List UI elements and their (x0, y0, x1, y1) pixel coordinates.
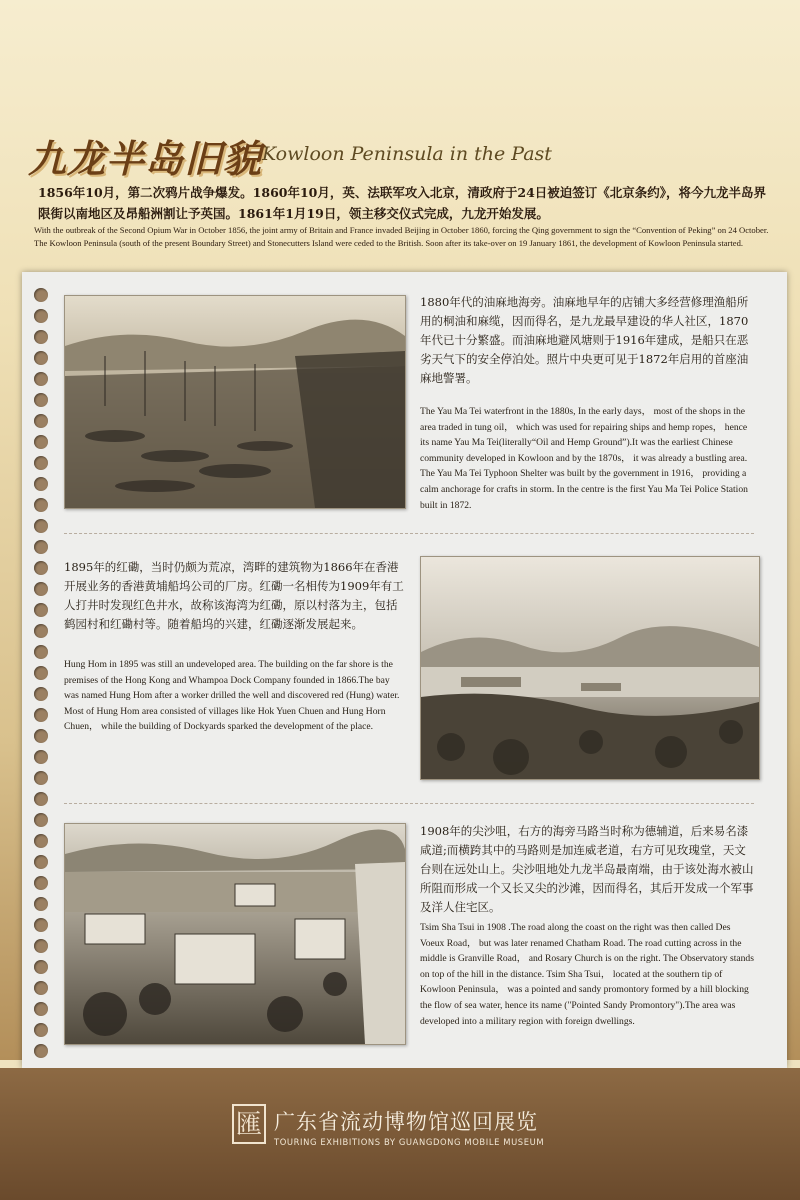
footer-org-chinese: 广东省流动博物馆巡回展览 (274, 1110, 538, 1134)
museum-seal-logo: 匯 (232, 1104, 266, 1144)
binder-hole (34, 897, 48, 911)
binder-holes (34, 288, 54, 1068)
binder-hole (34, 582, 48, 596)
binder-hole (34, 435, 48, 449)
photo-tsim-sha-tsui (64, 823, 406, 1045)
section-divider (64, 533, 754, 534)
binder-hole (34, 1002, 48, 1016)
binder-hole (34, 1023, 48, 1037)
caption-3-chinese: 1908年的尖沙咀，右方的海旁马路当时称为德辅道，后来易名漆咸道;而横跨其中的马路则是加连威老道，右方可见玫瑰堂，天文台则在远处山上。尖沙咀地处九龙半岛最南端，由于该处海水被山所阻而形成一个又长又尖的沙滩，因而得名，其后开发成一个军事及洋人住宅区。 (420, 824, 754, 914)
binder-hole (34, 729, 48, 743)
binder-hole (34, 708, 48, 722)
binder-hole (34, 330, 48, 344)
binder-hole (34, 645, 48, 659)
binder-hole (34, 1044, 48, 1058)
intro-english: With the outbreak of the Second Opium War in October 1856, the joint army of Britain and France invaded Beijing in October 1860, forcing the Qing government to sign the “Convention of Peking” on 24 October. The Kowloon Peninsula (south of the present Boundary Street) and Stonecutters Island were ceded to the British. Soon after its take-over on 19 January 1861, the development of Kowloon Peninsula started. (34, 225, 769, 248)
binder-hole (34, 561, 48, 575)
binder-hole (34, 414, 48, 428)
binder-hole (34, 981, 48, 995)
caption-1-english: The Yau Ma Tei waterfront in the 1880s, In the early days， most of the shops in the area traded in tung oil， which was used for repairing ships and hemp ropes， hence its name Yau Ma Tei(literally“Oil and Hemp Ground”).It was the earliest Chinese community developed in Kowloon and by the 1870s， it was already a bustling area. The Yau Ma Tei Typhoon Shelter was built by the government in 1916， providing a calm anchorage for crafts in storm. In the centre is the first Yau Ma Tei Police Station built in 1872. (420, 406, 748, 511)
intro-chinese: 1856年10月，第二次鸦片战争爆发。1860年10月，英、法联军攻入北京，清政府于24日被迫签订《北京条约》，将今九龙半岛界限街以南地区及昂船洲割让予英国。1861年1月19日，领主移交仪式完成，九龙开始发展。 (38, 185, 767, 221)
binder-hole (34, 834, 48, 848)
binder-hole (34, 288, 48, 302)
binder-hole (34, 939, 48, 953)
binder-hole (34, 519, 48, 533)
binder-hole (34, 792, 48, 806)
caption-3-english: Tsim Sha Tsui in 1908 .The road along the coast on the right was then called Des Voeux Road， but was later renamed Chatham Road. The road cutting across in the middle is Granville Road， and Rosary Church is on the right. The Observatory stands on top of the hill in the distance. Tsim Sha Tsui， located at the southern tip of Kowloon Peninsula， was a pointed and sandy promontory formed by a hill blocking the flow of sea water, hence its name ("Pointed Sandy Promontory").The area was developed into a military region with foreign dwellings. (420, 922, 754, 1027)
binder-hole (34, 603, 48, 617)
photo-hung-hom (420, 556, 760, 780)
caption-2-english: Hung Hom in 1895 was still an undeveloped area. The building on the far shore is the premises of the Hong Kong and Whampoa Dock Company founded in 1866.The bay was named Hung Hom after a worker drilled the well and discovered red (Hung) water. Most of Hung Hom area consisted of villages like Hok Yuen Chuen and Hung Horn Chuen， while the building of Dockyards sparked the development of the place. (64, 659, 400, 733)
binder-hole (34, 309, 48, 323)
binder-hole (34, 771, 48, 785)
binder-hole (34, 855, 48, 869)
binder-hole (34, 918, 48, 932)
binder-hole (34, 456, 48, 470)
binder-hole (34, 393, 48, 407)
caption-1-chinese: 1880年代的油麻地海旁。油麻地早年的店铺大多经营修理渔船所用的桐油和麻缆，因而得名，是九龙最早建设的华人社区，1870年代已十分繁盛。而油麻地避风塘则于1916年建成，是船只在恶劣天气下的安全停泊处。照片中央更可见于1872年启用的首座油麻地警署。 (420, 295, 749, 385)
photo-yau-ma-tei (64, 295, 406, 509)
binder-hole (34, 540, 48, 554)
binder-hole (34, 624, 48, 638)
binder-hole (34, 876, 48, 890)
caption-2-chinese: 1895年的红磡，当时仍颇为荒凉，湾畔的建筑物为1866年在香港开展业务的香港黄埔船坞公司的厂房。红磡一名相传为1909年有工人打井时发现红色井水，故称该海湾为红磡，原以村落为主，包括鹤园村和红磡村等。随着船坞的兴建，红磡逐渐发展起来。 (64, 560, 404, 631)
binder-hole (34, 666, 48, 680)
binder-hole (34, 372, 48, 386)
section-divider (64, 803, 754, 804)
binder-hole (34, 960, 48, 974)
footer-org-english: TOURING EXHIBITIONS BY GUANGDONG MOBILE MUSEUM (274, 1137, 545, 1147)
binder-hole (34, 750, 48, 764)
title-chinese: 九龙半岛旧貌 (28, 136, 263, 181)
binder-hole (34, 351, 48, 365)
binder-hole (34, 813, 48, 827)
binder-hole (34, 498, 48, 512)
binder-hole (34, 477, 48, 491)
title-english: Kowloon Peninsula in the Past (262, 143, 552, 165)
binder-hole (34, 687, 48, 701)
